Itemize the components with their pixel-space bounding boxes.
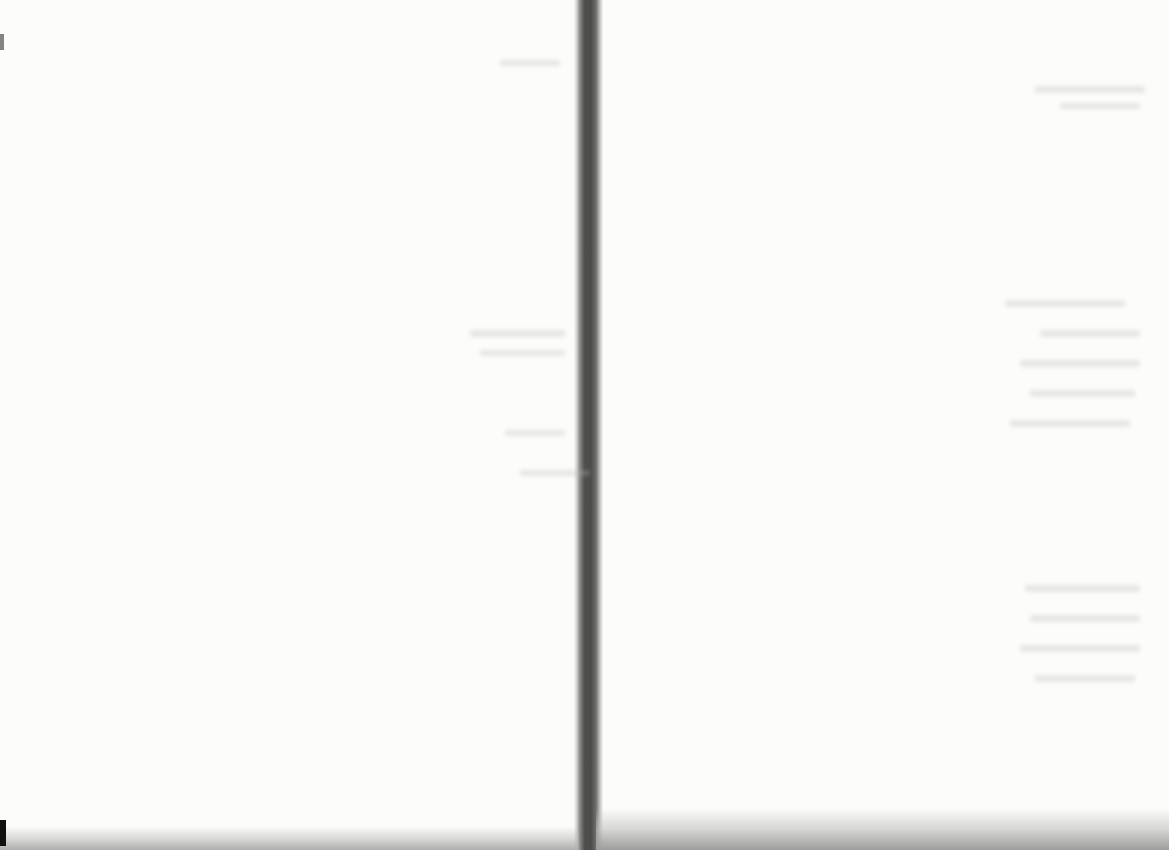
koppelman-lightcurve-plot bbox=[682, 522, 1026, 760]
star-coordinates-line bbox=[57, 203, 571, 218]
page-192 bbox=[0, 0, 578, 850]
ubvr-lightcurve-plot bbox=[138, 372, 470, 784]
star2-coordinates-line bbox=[608, 111, 1130, 126]
page-193 bbox=[596, 0, 1169, 850]
check-star-line bbox=[57, 233, 571, 279]
tass-lightcurve-plot bbox=[688, 270, 1008, 498]
